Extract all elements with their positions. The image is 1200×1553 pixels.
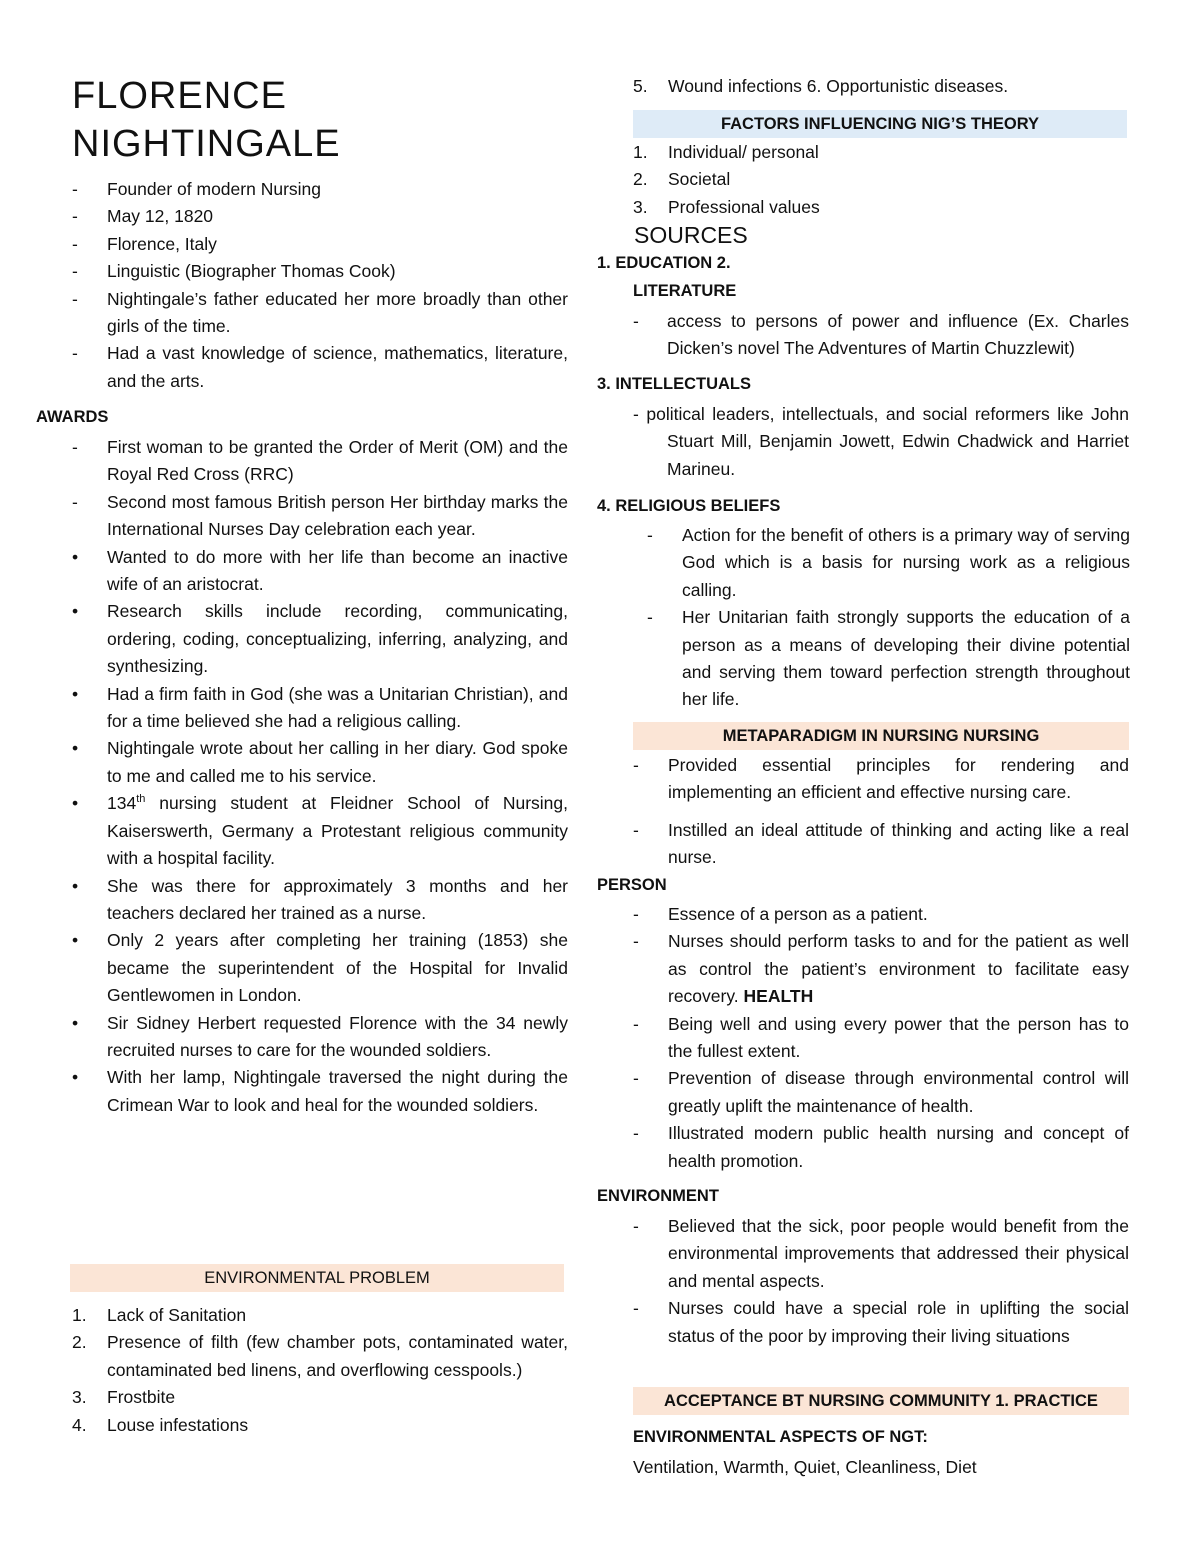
list-item: - Nurses should perform tasks to and for the patient as well as control the patient’s environment to facilitate easy recovery. HEALTH — [633, 928, 1129, 1010]
acceptance-heading: ACCEPTANCE BT NURSING COMMUNITY 1. PRACTICE — [633, 1387, 1129, 1415]
list-item: 4. Louse infestations — [72, 1412, 568, 1439]
dash-marker: - — [633, 1298, 639, 1319]
dash-marker: - — [72, 343, 78, 364]
dash-marker: - — [633, 755, 639, 775]
list-number: 1. — [633, 142, 648, 162]
awards-heading: AWARDS — [36, 408, 109, 426]
list-item: - Founder of modern Nursing — [72, 176, 568, 203]
environmental-problem-heading: ENVIRONMENTAL PROBLEM — [70, 1264, 564, 1292]
health-heading: HEALTH — [743, 986, 814, 1007]
ordinal-number: 134 — [107, 793, 137, 814]
dash-marker: - — [647, 607, 653, 628]
environment-list — [633, 1213, 1129, 1350]
bullet-marker: • — [72, 930, 79, 951]
list-item: - Her Unitarian faith strongly supports the education of a person as a means of developing their divine potential and serving them toward perfection strength throughout her life. — [647, 604, 1130, 714]
bullet-marker: • — [72, 793, 79, 814]
dash-marker: - — [633, 931, 639, 952]
list-item: - Prevention of disease through environmental control will greatly uplift the maintenance of health. — [633, 1065, 1129, 1120]
list-item: 2. Societal — [633, 166, 1129, 193]
list-item — [72, 790, 568, 872]
bullet-marker: • — [72, 1012, 79, 1033]
title-line-2: NIGHTINGALE — [72, 123, 341, 165]
list-item: - Nurses could have a special role in uplifting the social status of the poor by improving their living situations — [633, 1295, 1129, 1350]
bullet-marker: • — [72, 875, 79, 896]
list-item: - First woman to be granted the Order of Merit (OM) and the Royal Red Cross (RRC) — [72, 434, 568, 489]
list-item: - Illustrated modern public health nursing and concept of health promotion. — [633, 1120, 1129, 1175]
fleidner-text: nursing student at Fleidner School of Nursing, Kaiserswerth, Germany a Protestant religious community with a hospital facility. — [107, 793, 568, 869]
list-item: 5. Wound infections 6. Opportunistic diseases. — [633, 73, 1129, 100]
list-item: - Instilled an ideal attitude of thinking and acting like a real nurse. — [633, 817, 1129, 872]
environmental-aspects-heading: ENVIRONMENTAL ASPECTS OF NGT: — [633, 1428, 928, 1446]
list-item: - Being well and using every power that the person has to the fullest extent. — [633, 1011, 1129, 1066]
ordinal-suffix: th — [136, 793, 146, 806]
list-item: 1. Lack of Sanitation — [72, 1302, 568, 1329]
dash-marker: - — [647, 525, 653, 545]
dash-marker: - — [72, 233, 78, 254]
list-item: - Had a vast knowledge of science, mathematics, literature, and the arts. — [72, 340, 568, 395]
list-item: - Nightingale’s father educated her more broadly than other girls of the time. — [72, 286, 568, 341]
dash-marker: - — [72, 206, 78, 227]
factors-heading: FACTORS INFLUENCING NIG’S THEORY — [633, 110, 1127, 138]
list-item: 3. Frostbite — [72, 1384, 568, 1411]
awards-list — [72, 434, 568, 1119]
religious-list — [647, 522, 1130, 714]
list-item: • Wanted to do more with her life than become an inactive wife of an aristocrat. — [72, 544, 568, 599]
list-item: • Nightingale wrote about her calling in her diary. God spoke to me and called me to his service. — [72, 735, 568, 790]
dash-marker: - — [633, 1216, 639, 1236]
sources-heading: SOURCES — [634, 222, 748, 248]
list-item: - May 12, 1820 — [72, 203, 568, 230]
list-number: 5. — [633, 76, 648, 96]
list-item: • Only 2 years after completing her training (1853) she became the superintendent of the Hospital for Invalid Gentlewomen in London. — [72, 927, 568, 1009]
literature-item: - access to persons of power and influence (Ex. Charles Dicken’s novel The Adventures of Martin Chuzzlewit) — [633, 308, 1129, 363]
list-item: 3. Professional values — [633, 194, 1129, 221]
list-item: • Had a firm faith in God (she was a Unitarian Christian), and for a time believed she had a religious calling. — [72, 681, 568, 736]
intro-list — [72, 176, 568, 395]
list-number: 2. — [72, 1332, 87, 1353]
list-item: • Sir Sidney Herbert requested Florence with the 34 newly recruited nurses to care for the wounded soldiers. — [72, 1010, 568, 1065]
list-item: - Second most famous British person Her birthday marks the International Nurses Day celebration each year. — [72, 489, 568, 544]
bullet-marker: • — [72, 1067, 79, 1088]
list-item: - Essence of a person as a patient. — [633, 901, 1129, 928]
dash-marker: - — [72, 491, 78, 512]
dash-marker: - — [633, 819, 639, 840]
nursing-list — [633, 752, 1129, 872]
bullet-marker: • — [72, 601, 79, 622]
list-number: 2. — [633, 169, 648, 190]
environment-heading: ENVIRONMENT — [597, 1187, 719, 1205]
metaparadigm-heading: METAPARADIGM IN NURSING NURSING — [633, 722, 1129, 750]
list-number: 1. — [72, 1305, 87, 1325]
environmental-problem-list — [72, 1302, 568, 1439]
list-number: 4. — [72, 1414, 87, 1435]
intellectuals-heading: 3. INTELLECTUALS — [597, 375, 752, 393]
person-list — [633, 901, 1129, 1175]
education-line: 1. EDUCATION 2. — [597, 254, 731, 272]
dash-marker: - — [72, 437, 78, 457]
list-item: - Action for the benefit of others is a primary way of serving God which is a basis for nursing work as a religious calling. — [647, 522, 1130, 604]
religious-heading: 4. RELIGIOUS BELIEFS — [597, 497, 781, 515]
dash-marker: - — [633, 1013, 639, 1034]
environmental-aspects-text: Ventilation, Warmth, Quiet, Cleanliness, Diet — [633, 1457, 977, 1477]
dash-marker: - — [72, 179, 78, 199]
dash-marker: - — [72, 261, 78, 282]
list-item: 2. Presence of filth (few chamber pots, contaminated water, contaminated bed linens, and overflowing cesspools.) — [72, 1329, 568, 1384]
list-item: - Linguistic (Biographer Thomas Cook) — [72, 258, 568, 285]
bullet-marker: • — [72, 546, 79, 567]
bullet-marker: • — [72, 683, 79, 704]
person-heading: PERSON — [597, 876, 667, 894]
list-item: • Research skills include recording, communicating, ordering, coding, conceptualizing, inferring, analyzing, and synthesizing. — [72, 598, 568, 680]
list-item: - Provided essential principles for rendering and implementing an efficient and effective nursing care. — [633, 752, 1129, 807]
list-item: • She was there for approximately 3 months and her teachers declared her trained as a nurse. — [72, 873, 568, 928]
dash-marker: - — [72, 288, 78, 309]
page-title — [72, 72, 568, 168]
dash-marker: - — [633, 311, 639, 331]
dash-marker: - — [633, 904, 639, 924]
dash-marker: - — [633, 1068, 639, 1089]
dash-marker: - — [633, 1123, 639, 1144]
title-line-1: FLORENCE — [72, 75, 287, 117]
list-item: - Florence, Italy — [72, 231, 568, 258]
list-number: 3. — [633, 196, 648, 217]
literature-heading: LITERATURE — [633, 282, 737, 300]
list-item: 1. Individual/ personal — [633, 139, 1129, 166]
factors-list — [633, 139, 1129, 221]
list-item: - Believed that the sick, poor people would benefit from the environmental improvements that addressed their physical and mental aspects. — [633, 1213, 1129, 1295]
list-item: • With her lamp, Nightingale traversed the night during the Crimean War to look and heal for the wounded soldiers. — [72, 1064, 568, 1119]
intellectuals-text: - political leaders, intellectuals, and social reformers like John Stuart Mill, Benjamin Jowett, Edwin Chadwick and Harriet Marineu. — [633, 404, 1129, 479]
bullet-marker: • — [72, 738, 79, 759]
list-number: 3. — [72, 1387, 87, 1408]
